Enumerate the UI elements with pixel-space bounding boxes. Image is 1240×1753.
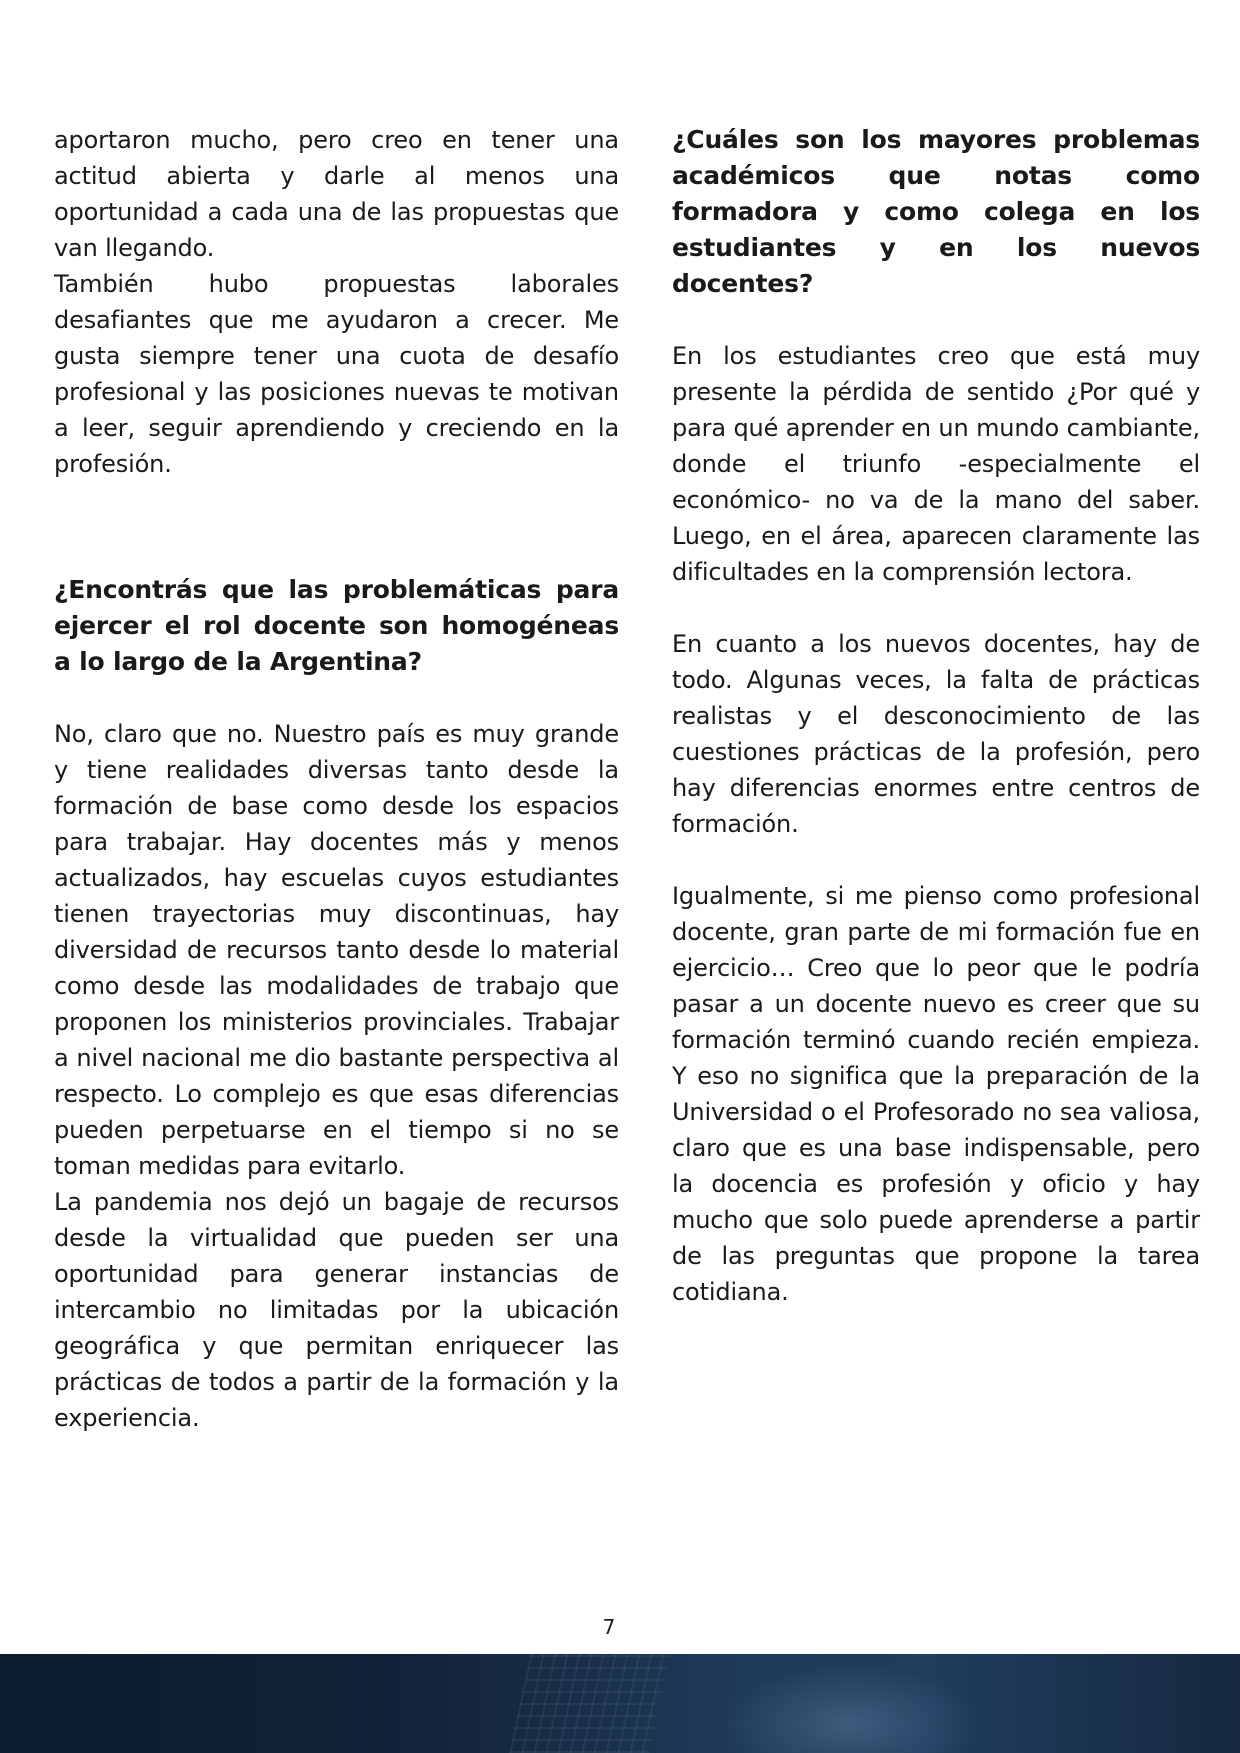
- page-number: 7: [602, 1615, 616, 1639]
- sky-glow: [720, 1664, 980, 1753]
- right-column: [672, 122, 1200, 1310]
- left-paragraph-3: No, claro que no. Nuestro país es muy grande y tiene realidades diversas tanto desde la formación de base como desde los espacios para trabajar. Hay docentes más y menos actualizados, hay escuelas cuyos estudiantes tienen trayectorias muy discontinuas, hay diversidad de recursos tanto desde lo material como desde las modalidades de trabajo que proponen los ministerios provinciales. Trabajar a nivel nacional me dio bastante perspectiva al respecto. Lo complejo es que esas diferencias pueden perpetuarse en el tiempo si no se toman medidas para evitarlo.: [54, 720, 619, 1180]
- left-paragraph-1: aportaron mucho, pero creo en tener una actitud abierta y darle al menos una oportunidad a cada una de las propuestas que van llegando.: [54, 126, 619, 262]
- right-paragraph-1: En los estudiantes creo que está muy presente la pérdida de sentido ¿Por qué y para qué aprender en un mundo cambiante, donde el triunfo -especialmente el económico- no va de la mano del saber. Luego, en el área, aparecen claramente las dificultades en la comprensión lectora.: [672, 342, 1200, 586]
- right-question-heading: ¿Cuáles son los mayores problemas académicos que notas como formadora y como colega en los estudiantes y en los nuevos docentes?: [672, 125, 1200, 298]
- building-graphic: [509, 1654, 670, 1753]
- left-question-heading: ¿Encontrás que las problemáticas para ejercer el rol docente son homogéneas a lo largo de la Argentina?: [54, 575, 619, 676]
- left-column: [54, 122, 619, 1436]
- left-paragraph-2: También hubo propuestas laborales desafiantes que me ayudaron a crecer. Me gusta siempre tener una cuota de desafío profesional y las posiciones nuevas te motivan a leer, seguir aprendiendo y creciendo en la profesión.: [54, 270, 619, 478]
- footer-banner: [0, 1654, 1240, 1753]
- right-paragraph-3: Igualmente, si me pienso como profesional docente, gran parte de mi formación fue en ejercicio… Creo que lo peor que le podría pasar a un docente nuevo es creer que su formación terminó cuando recién empieza. Y eso no significa que la preparación de la Universidad o el Profesorado no sea valiosa, claro que es una base indispensable, pero la docencia es profesión y oficio y hay mucho que solo puede aprenderse a partir de las preguntas que propone la tarea cotidiana.: [672, 882, 1200, 1306]
- right-paragraph-2: En cuanto a los nuevos docentes, hay de todo. Algunas veces, la falta de prácticas realistas y el desconocimiento de las cuestiones prácticas de la profesión, pero hay diferencias enormes entre centros de formación.: [672, 630, 1200, 838]
- left-paragraph-4: La pandemia nos dejó un bagaje de recursos desde la virtualidad que pueden ser una oportunidad para generar instancias de intercambio no limitadas por la ubicación geográfica y que permitan enriquecer las prácticas de todos a partir de la formación y la experiencia.: [54, 1188, 619, 1432]
